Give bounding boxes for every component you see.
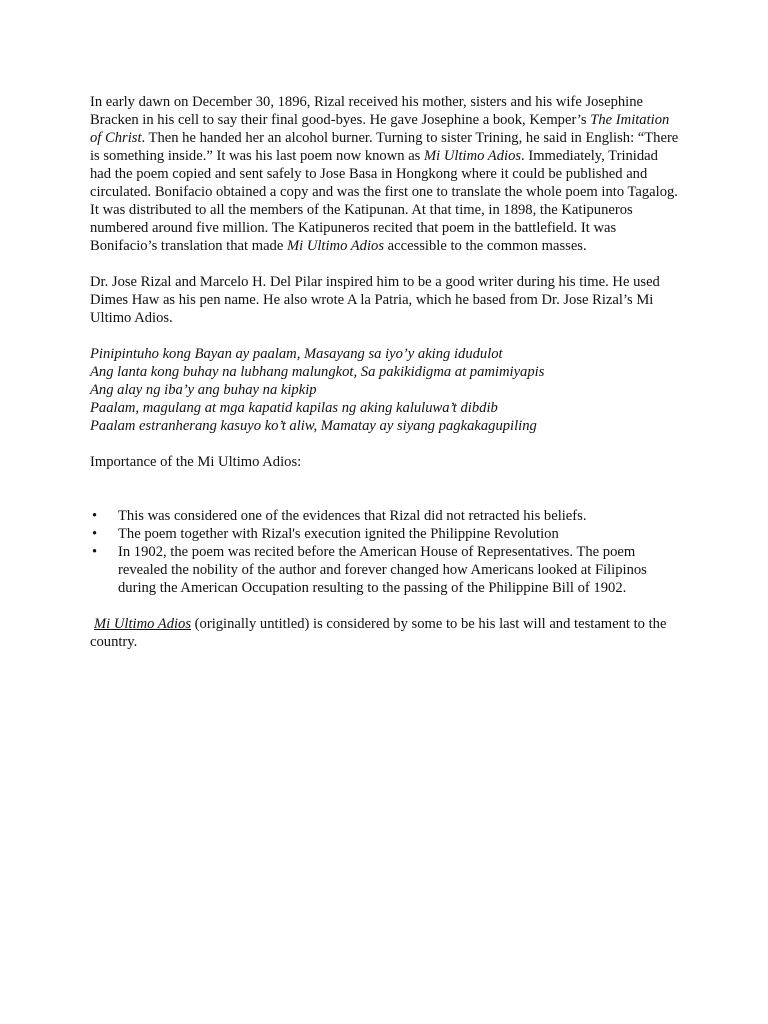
document-page [90,93,680,651]
paragraph-rizal-final-goodbyes [90,93,680,255]
poem-line: Ang alay ng iba’y ang buhay na kipkip [90,382,317,398]
list-item-text: The poem together with Rizal's execution ignited the Philippine Revolution [118,526,559,542]
importance-list [90,507,680,597]
poem-title-1: Mi Ultimo Adios [424,148,522,164]
list-item-text: In 1902, the poem was recited before the American House of Representatives. The poem revealed the nobility of the author and forever changed how Americans looked at Filipinos during the American Occupation resulting to the passing of the Philippine Bill of 1902. [118,544,647,596]
poem-line: Paalam, magulang at mga kapatid kapilas ng aking kaluluwa’t dibdib [90,400,498,416]
list-item [92,507,680,525]
paragraph-inspiration: Dr. Jose Rizal and Marcelo H. Del Pilar inspired him to be a good writer during his time. He used Dimes Haw as his pen name. He also wrote A la Patria, which he based from Dr. Jose Rizal’s Mi Ultimo Adios. [90,274,660,326]
poem-line: Pinipintuho kong Bayan ay paalam, Masayang sa iyo’y aking idudulot [90,346,503,362]
paragraph1-part1: In early dawn on December 30, 1896, Rizal received his mother, sisters and his wife Josephine Bracken in his cell to say their final good-byes. He gave Josephine a book, Kemper’s [90,94,644,128]
list-item-text: This was considered one of the evidences that Rizal did not retracted his beliefs. [118,508,587,524]
bullet-marker: • [92,508,98,524]
list-item [92,525,680,543]
closing-text: (originally untitled) is considered by some to be his last will and testament to the country. [90,616,667,650]
bullet-marker: • [92,544,98,560]
list-item [92,543,680,597]
poem-line: Paalam estranherang kasuyo ko’t aliw, Mamatay ay siyang pagkakagupiling [90,418,537,434]
bullet-marker: • [92,526,98,542]
paragraph-closing [90,615,680,651]
poem-line: Ang lanta kong buhay na lubhang malungkot, Sa pakikidigma at pamimiyapis [90,364,545,380]
paragraph1-part3: . Immediately, Trinidad had the poem copied and sent safely to Jose Basa in Hongkong where it could be published and circulated. Bonifacio obtained a copy and was the first one to translate the whole poem into Tagalog. It was distributed to all the members of the Katipunan. At that time, in 1898, the Katipuneros numbered around five million. The Katipuneros recited that poem in the battlefield. It was Bonifacio’s translation that made [90,148,678,254]
paragraph1-part4: accessible to the common masses. [384,238,587,254]
paragraph1-part2: . Then he handed her an alcohol burner. Turning to sister Trining, he said in English: “There is something inside.” It was his last poem now known as [90,130,679,164]
poem-excerpt [90,345,680,435]
book-title: The Imitation of Christ [90,112,670,146]
closing-poem-title: Mi Ultimo Adios [94,616,192,632]
importance-heading: Importance of the Mi Ultimo Adios: [90,454,302,470]
poem-title-2: Mi Ultimo Adios [286,238,384,254]
